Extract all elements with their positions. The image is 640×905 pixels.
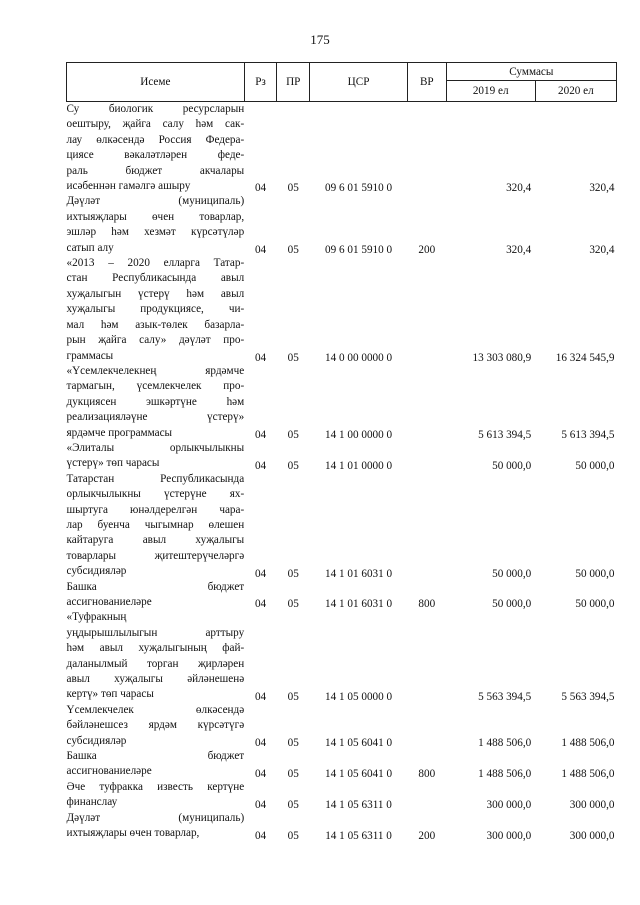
row-name-line: финанслау: [66, 796, 118, 809]
row-pr: 05: [287, 351, 299, 364]
row-vr: [407, 441, 446, 472]
row-amount-2020: 5 563 394,5: [561, 690, 615, 703]
row-csr: 14 1 01 6031 0: [324, 567, 393, 580]
row-pr: 05: [287, 829, 299, 842]
header-year-2019: 2019 ел: [446, 81, 535, 102]
header-rz: Рз: [244, 63, 277, 102]
row-name: [67, 364, 245, 441]
row-name-line: исәбеннән гамәлгә ашыру: [66, 180, 191, 193]
row-name-line: сатып алу: [66, 241, 114, 254]
page-number: 175: [310, 32, 330, 47]
row-name-line: «Туфракның: [66, 611, 127, 624]
row-name-line: оештыру, җайга салу һәм сак-: [66, 118, 245, 131]
row-pr: 05: [287, 690, 299, 703]
row-amount-2020: 16 324 545,9: [555, 351, 615, 364]
row-amount-2019: 5 563 394,5: [478, 690, 532, 703]
row-name: [67, 610, 245, 702]
row-name-line: орлыкчылыкны үстерүне ях-: [66, 488, 245, 501]
row-amount-2020: 50 000,0: [575, 598, 615, 611]
row-pr: 05: [287, 459, 299, 472]
row-name-line: «2013 – 2020 елларга Татар-: [66, 257, 245, 270]
row-name: [67, 256, 245, 364]
header-vr: ВР: [407, 63, 446, 102]
row-rz: 04: [254, 182, 267, 195]
row-name-line: даланылмый торган җирләрен: [66, 657, 245, 670]
row-name-line: Башка бюджет: [66, 580, 245, 593]
row-amount-2019: 320,4: [506, 182, 532, 195]
row-name-line: Үсемлекчелек өлкәсендә: [66, 703, 245, 716]
row-csr: 14 1 05 6311 0: [325, 829, 392, 842]
row-rz: 04: [254, 459, 267, 472]
row-name-line: мал һәм азык-төлек базарла-: [66, 318, 245, 331]
row-csr: 14 0 00 0000 0: [324, 351, 393, 364]
row-name-line: циясе вәкаләтләрен феде-: [66, 149, 245, 162]
budget-table: [66, 62, 617, 842]
row-csr: 14 1 00 0000 0: [324, 428, 393, 441]
row-csr: 14 1 01 6031 0: [324, 598, 393, 611]
row-vr: [407, 703, 446, 749]
row-amount-2020: 300 000,0: [569, 829, 615, 842]
row-name-line: Дәүләт (муниципаль): [66, 195, 245, 208]
row-vr: 200: [418, 244, 436, 257]
row-amount-2019: 1 488 506,0: [478, 737, 532, 750]
row-name: [67, 580, 245, 611]
row-name-line: субсидияләр: [66, 734, 127, 747]
row-amount-2020: 1 488 506,0: [561, 737, 615, 750]
row-name-line: үстерү» төп чарасы: [66, 457, 160, 470]
table-body: [67, 102, 617, 842]
row-vr: [407, 364, 446, 441]
row-vr: [407, 780, 446, 811]
row-amount-2019: 50 000,0: [492, 598, 532, 611]
table-header: [67, 63, 617, 102]
row-pr: 05: [287, 598, 299, 611]
row-csr: 14 1 05 6041 0: [324, 767, 393, 780]
row-name-line: хуҗалыгын үстерү һәм авыл: [66, 287, 245, 300]
row-csr: 09 6 01 5910 0: [324, 182, 393, 195]
row-amount-2020: 1 488 506,0: [561, 767, 615, 780]
row-name-line: лау өлкәсендә Россия Федера-: [66, 133, 245, 146]
row-name: [67, 472, 245, 580]
row-name: [67, 703, 245, 749]
row-name-line: Татарстан Республикасында: [66, 472, 245, 485]
row-name-line: ассигнованиеләре: [66, 596, 152, 608]
row-rz: 04: [254, 244, 267, 257]
row-name-line: Су биологик ресурсларын: [66, 103, 245, 115]
row-pr: 05: [287, 567, 299, 580]
header-sums: Суммасы: [446, 63, 616, 81]
row-amount-2019: 320,4: [506, 244, 532, 257]
row-name-line: кертү» төп чарасы: [66, 688, 154, 701]
row-csr: 09 6 01 5910 0: [324, 244, 393, 257]
row-rz: 04: [254, 428, 267, 441]
header-pr: ПР: [277, 63, 310, 102]
table-row: [67, 472, 617, 580]
row-vr: [407, 472, 446, 580]
row-name-line: һәм авыл хуҗалыгының фай-: [66, 642, 245, 655]
row-name-line: «Элиталы орлыкчылыкны: [66, 441, 245, 454]
row-pr: 05: [287, 767, 299, 780]
header-name: Исеме: [67, 63, 245, 102]
row-vr: 800: [418, 767, 436, 780]
header-csr: ЦСР: [310, 63, 408, 102]
row-rz: 04: [254, 690, 267, 703]
row-vr: 800: [418, 598, 436, 611]
row-rz: 04: [254, 567, 267, 580]
row-name-line: рын җайга салу» дәүләт про-: [66, 334, 245, 347]
row-amount-2020: 320,4: [589, 182, 615, 195]
table-row: [67, 811, 617, 842]
table-row: [67, 194, 617, 256]
row-amount-2020: 50 000,0: [575, 459, 615, 472]
row-name-line: дукциясен эшкәртүне һәм: [66, 395, 245, 408]
table-row: [67, 102, 617, 195]
row-name-line: эшләр һәм хезмәт күрсәтүләр: [66, 226, 245, 239]
row-name-line: граммасы: [66, 349, 114, 362]
row-name-line: тармагын, үсемлекчелек про-: [66, 380, 245, 393]
row-name-line: лар буенча чыгымнар өлешен: [66, 518, 245, 531]
header-year-2020: 2020 ел: [535, 81, 616, 102]
row-amount-2020: 320,4: [589, 244, 615, 257]
row-name-line: ассигнованиеләре: [66, 765, 152, 778]
row-name: [67, 749, 245, 780]
row-rz: 04: [254, 767, 267, 780]
row-pr: 05: [287, 244, 299, 257]
row-amount-2019: 5 613 394,5: [478, 428, 532, 441]
row-rz: 04: [254, 351, 267, 364]
table-row: [67, 610, 617, 702]
row-amount-2019: 300 000,0: [486, 829, 532, 842]
table-row: [67, 256, 617, 364]
row-amount-2019: 50 000,0: [492, 567, 532, 580]
row-amount-2019: 1 488 506,0: [478, 767, 532, 780]
row-name-line: кайтаруга авыл хуҗалыгы: [66, 534, 245, 547]
row-amount-2019: 13 303 080,9: [472, 351, 532, 364]
row-vr: [407, 610, 446, 702]
table-row: [67, 703, 617, 749]
row-name-line: бәйләнешсез ярдәм күрсәтүгә: [66, 719, 245, 732]
row-name-line: Әче туфракка известь кертүне: [66, 780, 245, 793]
row-name-line: ихтыяҗлары өчен товарлар,: [66, 210, 245, 223]
row-name-line: «Үсемлекчелекнең ярдәмче: [66, 364, 245, 377]
row-csr: 14 1 05 6311 0: [325, 798, 392, 811]
table-row: [67, 780, 617, 811]
row-name-line: авыл хуҗалыгы әйләнешенә: [66, 673, 245, 686]
row-vr: 200: [418, 829, 436, 842]
row-name-line: уңдырышлылыгын арттыру: [66, 626, 245, 639]
row-amount-2020: 300 000,0: [569, 798, 615, 811]
row-name-line: Дәүләт (муниципаль): [66, 811, 245, 824]
row-name-line: раль бюджет акчалары: [66, 164, 245, 177]
table-row: [67, 364, 617, 441]
row-csr: 14 1 01 0000 0: [324, 459, 393, 472]
row-name-line: субсидияләр: [66, 565, 127, 578]
row-csr: 14 1 05 6041 0: [324, 737, 393, 750]
row-pr: 05: [287, 737, 299, 750]
row-vr: [407, 256, 446, 364]
row-name-line: шыртуга юнәлдерелгән чара-: [66, 503, 245, 516]
row-amount-2020: 5 613 394,5: [561, 428, 615, 441]
row-name: [67, 441, 245, 472]
table-row: [67, 580, 617, 611]
row-pr: 05: [287, 428, 299, 441]
row-vr: [407, 102, 446, 195]
row-name-line: ярдәмче программасы: [66, 426, 173, 439]
row-name-line: ихтыяҗлары өчен товарлар,: [66, 827, 200, 840]
row-name-line: товарлары җитештерүчеләргә: [66, 549, 245, 562]
row-rz: 04: [254, 829, 267, 842]
row-amount-2019: 50 000,0: [492, 459, 532, 472]
row-rz: 04: [254, 737, 267, 750]
table-row: [67, 749, 617, 780]
row-csr: 14 1 05 0000 0: [324, 690, 393, 703]
row-amount-2019: 300 000,0: [486, 798, 532, 811]
row-pr: 05: [287, 182, 299, 195]
row-name-line: Башка бюджет: [66, 750, 245, 763]
row-amount-2020: 50 000,0: [575, 567, 615, 580]
row-name: [67, 811, 245, 842]
row-name-line: хуҗалыгы продукциясе, чи-: [66, 303, 245, 316]
row-name-line: стан Республикасында авыл: [66, 272, 245, 285]
row-name: [67, 780, 245, 811]
table-row: [67, 441, 617, 472]
row-name-line: реализацияләүне үстерү»: [66, 411, 245, 424]
row-name: [67, 102, 245, 195]
row-rz: 04: [254, 598, 267, 611]
row-rz: 04: [254, 798, 267, 811]
row-name: [67, 194, 245, 256]
row-pr: 05: [287, 798, 299, 811]
